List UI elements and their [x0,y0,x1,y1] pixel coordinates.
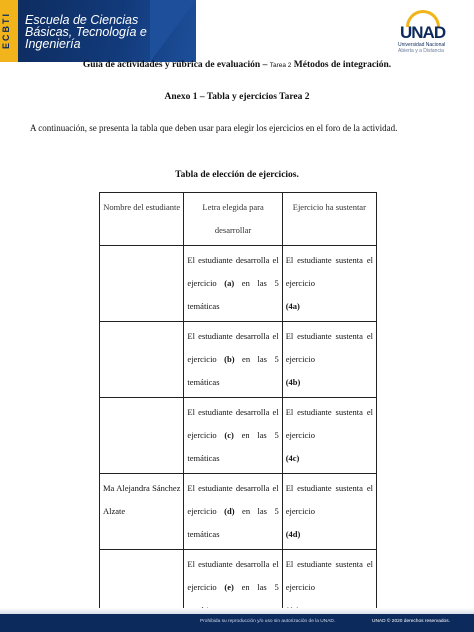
guide-title [0,60,474,70]
unad-logo-subtitle: Abierta y a Distancia [398,48,444,54]
develop-text: El estudiante desarrolla el ejercicio [187,407,279,440]
sustain-text: El estudiante sustenta el ejercicio [285,331,373,364]
develop-cell [184,474,282,550]
develop-text: El estudiante desarrolla el ejercicio [187,559,279,592]
annex-title: Anexo 1 – Tabla y ejercicios Tarea 2 [164,92,310,102]
unad-logo-word: UNAD [400,23,446,42]
letter-choice: (b) [224,354,235,364]
develop-cell [184,246,282,322]
exercise-code: (4b) [285,377,301,387]
sustain-text: El estudiante sustenta el ejercicio [285,483,373,516]
student-name-cell[interactable] [100,398,184,474]
table-title: Tabla de elección de ejercicios. [175,170,299,180]
school-name-line: Básicas, Tecnología e [25,25,147,39]
school-name [25,14,195,50]
student-name-cell[interactable] [100,322,184,398]
sustain-cell [282,322,376,398]
exercise-selection-table [99,192,377,626]
unad-logo-subtitle: Universidad Nacional [398,42,446,48]
footer-copyright: UNAD © 2020 derechos reservados. [372,619,450,624]
develop-text: en las 5 temáticas [187,278,279,311]
letter-choice: (a) [224,278,235,288]
table-row [100,246,377,322]
guide-title-task: Tarea 2 [269,62,292,69]
ecbti-label: ECBTI [1,12,11,50]
letter-choice: (e) [224,582,234,592]
table-header-row [100,193,377,246]
school-name-line: Escuela de Ciencias [25,13,139,27]
school-name-line: Ingeniería [25,37,81,51]
table-row [100,474,377,550]
exercise-code: (4c) [285,453,300,463]
develop-cell [184,398,282,474]
column-header-exercise: Ejercicio ha sustentar [282,193,376,246]
develop-text: en las 5 temáticas [187,430,279,463]
develop-text: El estudiante desarrolla el ejercicio [187,483,279,516]
table-row [100,322,377,398]
develop-cell [184,322,282,398]
sustain-text: El estudiante sustenta el ejercicio [285,255,373,288]
sustain-cell [282,474,376,550]
exercise-code: (4a) [285,301,300,311]
student-name-cell[interactable]: Ma Alejandra Sánchez Alzate [100,474,184,550]
intro-paragraph: A continuación, se presenta la tabla que deben usar para elegir los ejercicios en el foro de la actividad. [30,123,398,133]
student-name-cell[interactable] [100,246,184,322]
guide-title-part: Métodos de integración. [293,60,392,70]
develop-text: en las 5 temáticas [187,506,279,539]
develop-text: en las 5 [241,582,279,592]
sustain-cell [282,398,376,474]
table-row [100,398,377,474]
develop-text: El estudiante desarrolla el ejercicio [187,255,279,288]
sustain-text: El estudiante sustenta el ejercicio [285,407,373,440]
develop-text: El estudiante desarrolla el ejercicio [187,331,279,364]
guide-title-part: Guía de actividades y rúbrica de evaluación – [82,60,268,70]
letter-choice: (d) [224,506,235,516]
column-header-student: Nombre del estudiante [100,193,184,246]
develop-text: en las 5 temáticas [187,354,279,387]
exercise-code: (4d) [285,529,301,539]
sustain-cell [282,246,376,322]
sustain-text: El estudiante sustenta el ejercicio [285,559,373,592]
document-header [0,0,474,64]
column-header-letter: Letra elegida para desarrollar [184,193,282,246]
letter-choice: (c) [224,430,234,440]
unad-logo [398,10,460,62]
footer-note: Prohibida su reproducción y/o uso sin autorización de la UNAD. [200,619,336,624]
